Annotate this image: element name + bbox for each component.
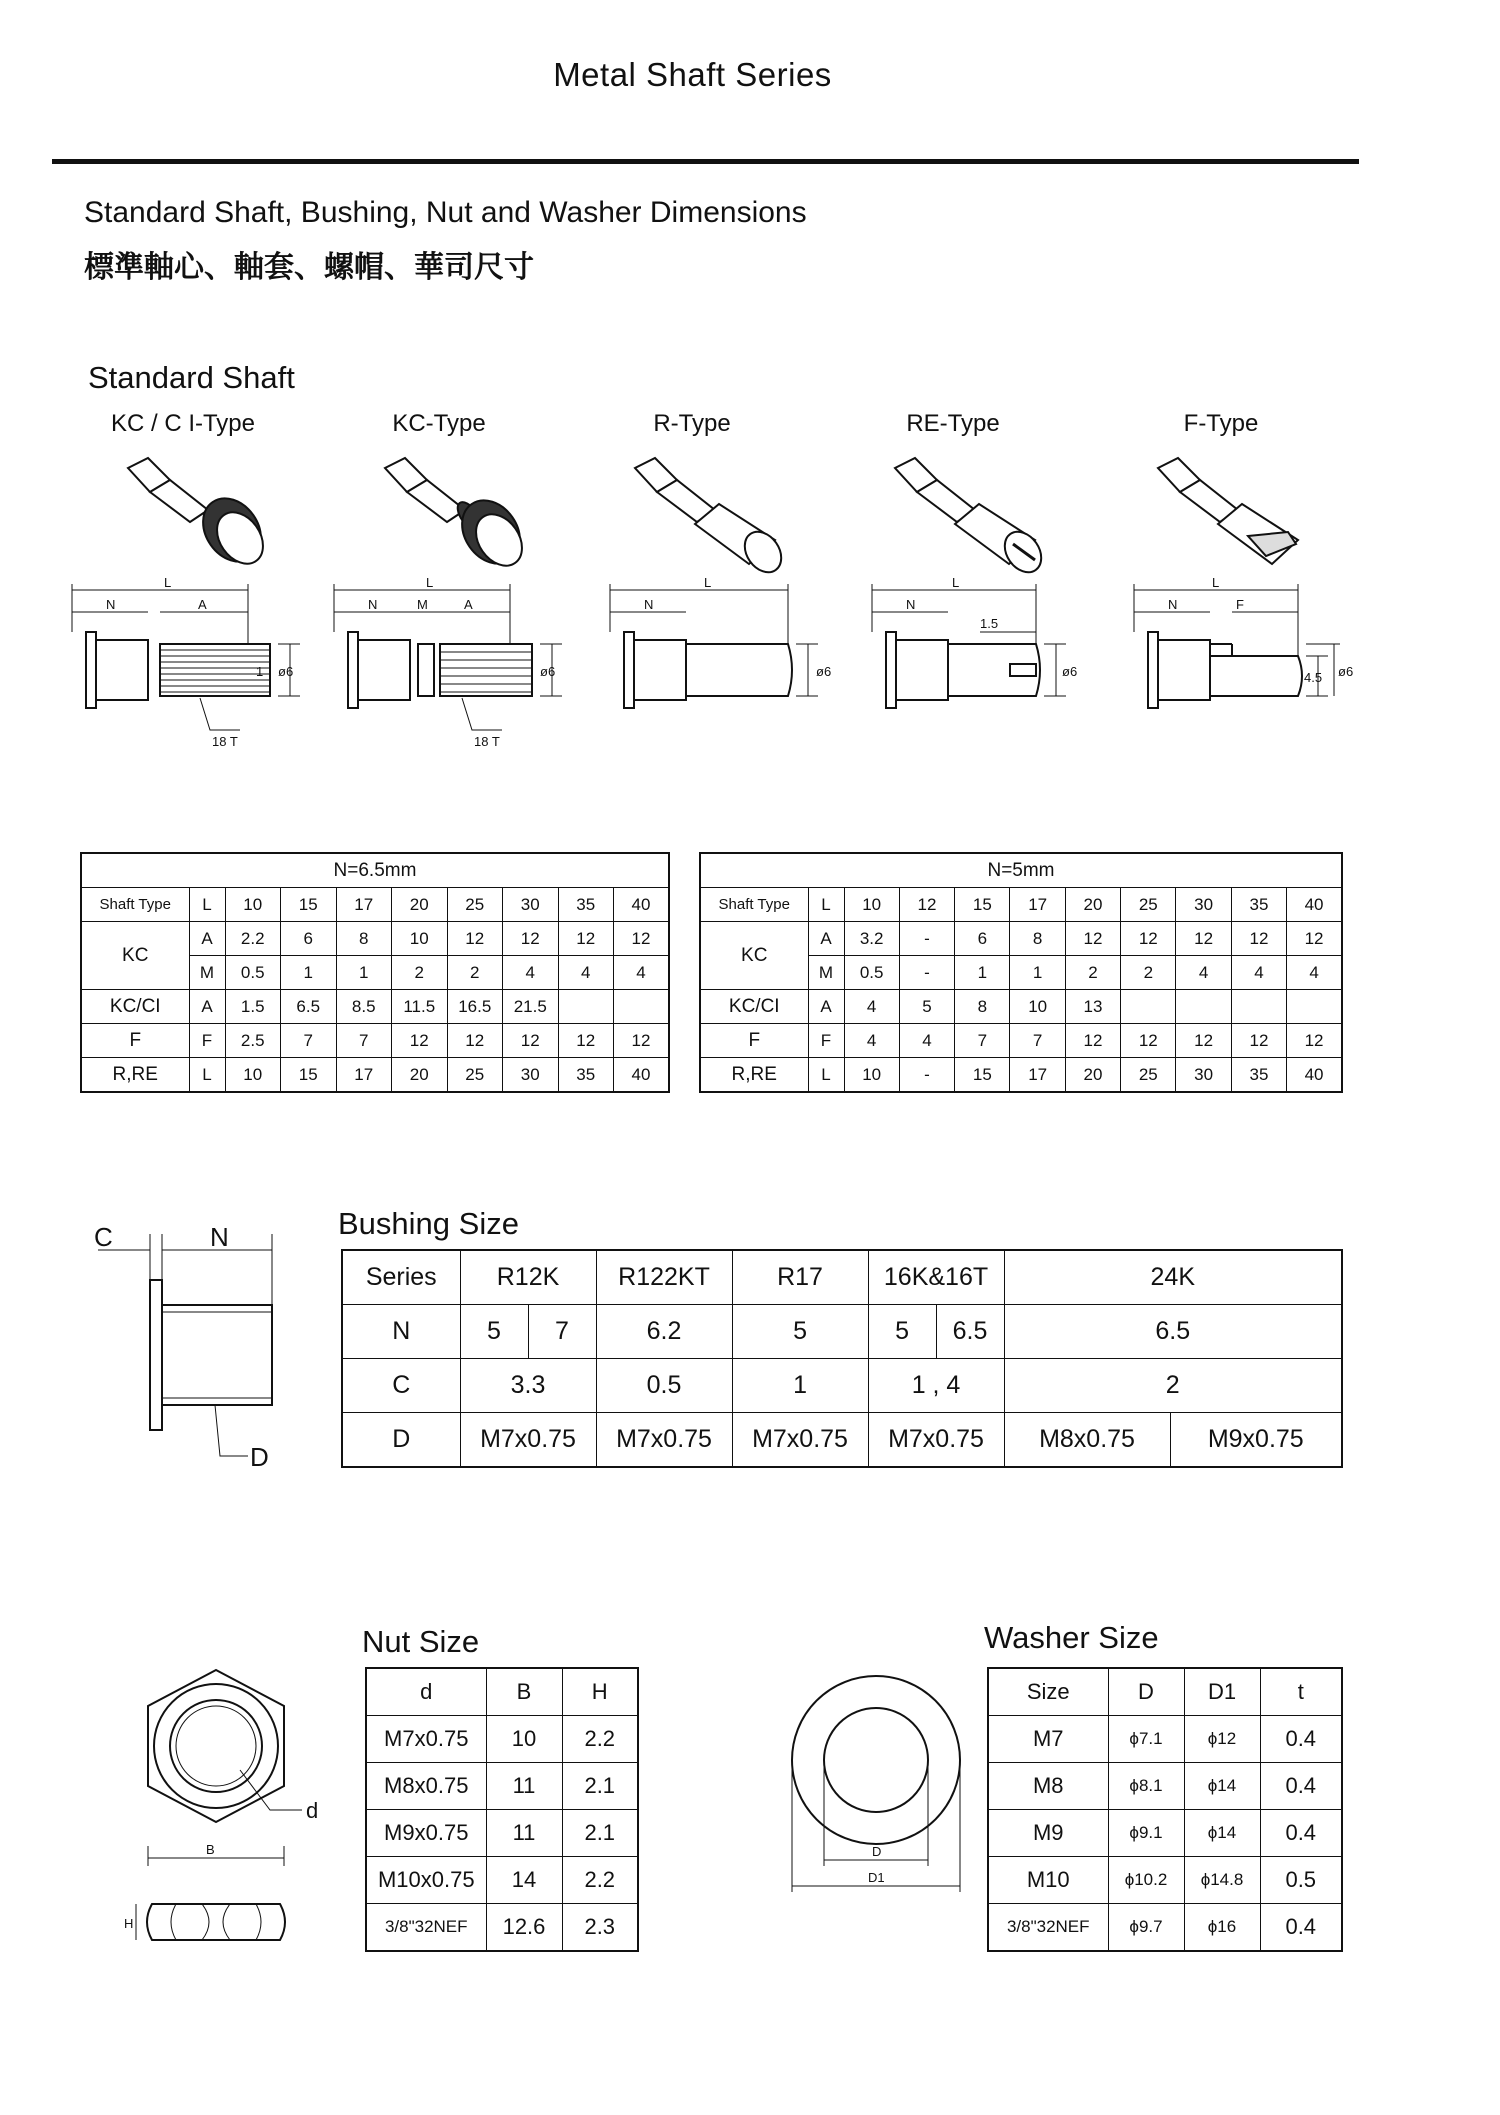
table-cell: M10 bbox=[988, 1857, 1108, 1904]
table-header-row bbox=[700, 888, 1342, 922]
table-cell: 0.5 bbox=[225, 956, 281, 990]
table-row bbox=[81, 1024, 669, 1058]
table-cell: 10 bbox=[392, 922, 448, 956]
table-cell: 1 bbox=[281, 956, 337, 990]
shaft-drawing-r bbox=[610, 584, 818, 708]
table-cell: 12 bbox=[558, 1024, 614, 1058]
table-cell: M7x0.75 bbox=[366, 1716, 486, 1763]
table-cell: 8 bbox=[336, 922, 392, 956]
table-cell: 11.5 bbox=[392, 990, 448, 1024]
table-caption: N=6.5mm bbox=[81, 853, 669, 888]
table-cell: 30 bbox=[1176, 1058, 1231, 1093]
table-cell: 6 bbox=[281, 922, 337, 956]
table-cell: 3.3 bbox=[460, 1359, 596, 1413]
table-header-cell: Size bbox=[988, 1668, 1108, 1716]
shaft-type-label-kcci: KC / C I-Type bbox=[110, 410, 256, 437]
table-cell: 12 bbox=[503, 922, 559, 956]
table-cell: M7 bbox=[988, 1716, 1108, 1763]
table-header-cell: 25 bbox=[447, 888, 503, 922]
table-cell bbox=[1121, 990, 1176, 1024]
dim-label-f-5: F bbox=[1236, 597, 1244, 612]
table-header-cell: 17 bbox=[336, 888, 392, 922]
table-cell: 35 bbox=[558, 1058, 614, 1093]
table-row bbox=[988, 1904, 1342, 1952]
table-cell: M7x0.75 bbox=[460, 1413, 596, 1468]
table-header-cell: 35 bbox=[1231, 888, 1286, 922]
table-cell: 11 bbox=[486, 1763, 562, 1810]
table-cell: M10x0.75 bbox=[366, 1857, 486, 1904]
table-cell: 0.4 bbox=[1260, 1763, 1342, 1810]
table-cell: 6.2 bbox=[596, 1305, 732, 1359]
table-cell: 4 bbox=[503, 956, 559, 990]
dim-label-d6-3: ø6 bbox=[816, 664, 832, 679]
table-cell: 12 bbox=[447, 1024, 503, 1058]
table-cell: 5 bbox=[732, 1305, 868, 1359]
nut-table bbox=[365, 1667, 639, 1952]
dim-label-n-1: N bbox=[106, 597, 116, 612]
table-cell: ϕ12 bbox=[1184, 1716, 1260, 1763]
table-header-cell: R122KT bbox=[596, 1250, 732, 1305]
table-cell: 16.5 bbox=[447, 990, 503, 1024]
bushing-drawing bbox=[80, 1220, 300, 1480]
table-cell: KC/CI bbox=[700, 990, 808, 1024]
table-header-cell: 17 bbox=[1010, 888, 1065, 922]
shaft-drawings bbox=[60, 570, 1360, 750]
bushing-label-n: N bbox=[210, 1222, 229, 1252]
dim-label-18t-2: 18 T bbox=[474, 734, 500, 749]
table-row bbox=[366, 1810, 638, 1857]
table-cell: 0.5 bbox=[844, 956, 899, 990]
shaft-type-label-kc: KC-Type bbox=[392, 410, 486, 437]
table-cell: M7x0.75 bbox=[868, 1413, 1004, 1468]
table-header-row bbox=[342, 1250, 1342, 1305]
table-cell: A bbox=[808, 922, 844, 956]
table-header-cell: 16K&16T bbox=[868, 1250, 1004, 1305]
table-cell: 0.4 bbox=[1260, 1716, 1342, 1763]
shaft-illustration-re bbox=[895, 458, 1049, 575]
table-cell: 6.5 bbox=[1004, 1305, 1342, 1359]
table-cell: 1 bbox=[732, 1359, 868, 1413]
table-header-cell: Series bbox=[342, 1250, 460, 1305]
table-header-cell: 15 bbox=[281, 888, 337, 922]
table-cell: 40 bbox=[614, 1058, 670, 1093]
bushing-table bbox=[341, 1249, 1343, 1468]
table-cell: 2.1 bbox=[562, 1763, 638, 1810]
nut-label-d: d bbox=[306, 1798, 319, 1823]
table-cell: 8 bbox=[1010, 922, 1065, 956]
table-row bbox=[988, 1763, 1342, 1810]
table-row bbox=[988, 1857, 1342, 1904]
table-cell: ϕ9.7 bbox=[1108, 1904, 1184, 1952]
table-cell: 7 bbox=[955, 1024, 1010, 1058]
table-cell: 25 bbox=[447, 1058, 503, 1093]
table-header-cell: D1 bbox=[1184, 1668, 1260, 1716]
table-row bbox=[700, 922, 1342, 956]
table-cell: 17 bbox=[1010, 1058, 1065, 1093]
dim-label-a-2: A bbox=[464, 597, 473, 612]
table-cell: 12 bbox=[1176, 922, 1231, 956]
washer-label-d1: D1 bbox=[868, 1870, 885, 1885]
shaft-table-n5 bbox=[699, 852, 1343, 1093]
table-row bbox=[700, 1024, 1342, 1058]
table-cell: 4 bbox=[558, 956, 614, 990]
dim-label-1-1: 1 bbox=[256, 664, 264, 679]
table-cell: M7x0.75 bbox=[596, 1413, 732, 1468]
table-cell: 25 bbox=[1121, 1058, 1176, 1093]
table-cell: 2.2 bbox=[225, 922, 281, 956]
table-cell: D bbox=[342, 1413, 460, 1468]
table-header-cell: 15 bbox=[955, 888, 1010, 922]
shaft-drawing-re bbox=[872, 584, 1066, 708]
shaft-table-n65 bbox=[80, 852, 670, 1093]
table-cell: 12 bbox=[392, 1024, 448, 1058]
table-cell: 4 bbox=[844, 990, 899, 1024]
dim-label-l-2: L bbox=[426, 575, 434, 590]
table-cell bbox=[1287, 990, 1342, 1024]
table-cell: 7 bbox=[1010, 1024, 1065, 1058]
table-cell: 17 bbox=[336, 1058, 392, 1093]
table-cell: 3/8"32NEF bbox=[988, 1904, 1108, 1952]
table-cell: 12 bbox=[1287, 922, 1342, 956]
table-cell: KC/CI bbox=[81, 990, 189, 1024]
table-header-row bbox=[366, 1668, 638, 1716]
table-cell: 0.4 bbox=[1260, 1810, 1342, 1857]
dim-label-l-1: L bbox=[164, 575, 172, 590]
table-cell: 12 bbox=[558, 922, 614, 956]
table-header-cell: 10 bbox=[225, 888, 281, 922]
table-header-cell: 10 bbox=[844, 888, 899, 922]
table-cell: M bbox=[808, 956, 844, 990]
table-cell: L bbox=[808, 1058, 844, 1093]
table-cell: 10 bbox=[486, 1716, 562, 1763]
table-row bbox=[366, 1857, 638, 1904]
table-cell: 21.5 bbox=[503, 990, 559, 1024]
table-cell: 8.5 bbox=[336, 990, 392, 1024]
table-cell: ϕ14 bbox=[1184, 1810, 1260, 1857]
table-cell: N bbox=[342, 1305, 460, 1359]
table-header-cell: Shaft Type bbox=[81, 888, 189, 922]
table-cell: M8x0.75 bbox=[1004, 1413, 1170, 1468]
table-header-cell: 20 bbox=[1065, 888, 1120, 922]
table-cell: ϕ16 bbox=[1184, 1904, 1260, 1952]
table-header-cell: D bbox=[1108, 1668, 1184, 1716]
table-cell: 5 bbox=[899, 990, 954, 1024]
table-cell: 0.5 bbox=[596, 1359, 732, 1413]
table-cell: 14 bbox=[486, 1857, 562, 1904]
table-cell: 0.5 bbox=[1260, 1857, 1342, 1904]
table-header-cell: 40 bbox=[1287, 888, 1342, 922]
section-heading-zh: 標準軸心、軸套、螺帽、華司尺寸 bbox=[84, 251, 534, 284]
table-row bbox=[81, 990, 669, 1024]
table-cell bbox=[1231, 990, 1286, 1024]
dim-label-n-2: N bbox=[368, 597, 378, 612]
bushing-label-c: C bbox=[94, 1222, 113, 1252]
table-cell: 12 bbox=[1065, 922, 1120, 956]
table-cell: 2 bbox=[1121, 956, 1176, 990]
nut-title: Nut Size bbox=[362, 1624, 480, 1659]
table-cell: ϕ14 bbox=[1184, 1763, 1260, 1810]
table-cell: 10 bbox=[225, 1058, 281, 1093]
dim-label-45-5: 4.5 bbox=[1304, 670, 1323, 685]
table-header-cell: 24K bbox=[1004, 1250, 1342, 1305]
bushing-label-d: D bbox=[250, 1442, 269, 1472]
table-cell: M8 bbox=[988, 1763, 1108, 1810]
table-cell: - bbox=[899, 922, 954, 956]
table-cell: 4 bbox=[614, 956, 670, 990]
table-cell: 4 bbox=[1231, 956, 1286, 990]
table-cell: 12 bbox=[1287, 1024, 1342, 1058]
table-cell: 12 bbox=[1121, 1024, 1176, 1058]
table-header-cell: d bbox=[366, 1668, 486, 1716]
table-cell: 12 bbox=[614, 922, 670, 956]
table-cell: ϕ7.1 bbox=[1108, 1716, 1184, 1763]
table-cell: 12 bbox=[503, 1024, 559, 1058]
dim-label-l-5: L bbox=[1212, 575, 1220, 590]
dim-label-l-4: L bbox=[952, 575, 960, 590]
table-cell: 6 bbox=[955, 922, 1010, 956]
table-cell: 40 bbox=[1287, 1058, 1342, 1093]
table-cell: 2.3 bbox=[562, 1904, 638, 1952]
table-cell: 7 bbox=[281, 1024, 337, 1058]
table-row bbox=[342, 1305, 1342, 1359]
dim-label-n-4: N bbox=[906, 597, 916, 612]
table-cell: 4 bbox=[844, 1024, 899, 1058]
table-header-cell: B bbox=[486, 1668, 562, 1716]
table-cell: KC bbox=[700, 922, 808, 990]
table-cell: R,RE bbox=[700, 1058, 808, 1093]
table-cell: C bbox=[342, 1359, 460, 1413]
table-row bbox=[81, 1058, 669, 1093]
table-header-cell: 25 bbox=[1121, 888, 1176, 922]
table-cell: 8 bbox=[955, 990, 1010, 1024]
dim-label-18t-1: 18 T bbox=[212, 734, 238, 749]
table-cell: 4 bbox=[899, 1024, 954, 1058]
shaft-illustration-r bbox=[635, 458, 789, 575]
table-cell bbox=[1176, 990, 1231, 1024]
table-header-cell: H bbox=[562, 1668, 638, 1716]
shaft-illustrations bbox=[60, 440, 1360, 575]
table-cell: 7 bbox=[336, 1024, 392, 1058]
table-cell bbox=[558, 990, 614, 1024]
table-cell: M9x0.75 bbox=[366, 1810, 486, 1857]
table-cell: 12.6 bbox=[486, 1904, 562, 1952]
table-header-cell: 20 bbox=[392, 888, 448, 922]
table-row bbox=[988, 1716, 1342, 1763]
dim-label-d6-1: ø6 bbox=[278, 664, 294, 679]
table-cell: F bbox=[81, 1024, 189, 1058]
table-header-cell: 40 bbox=[614, 888, 670, 922]
table-cell: M bbox=[189, 956, 225, 990]
table-cell: 1 bbox=[955, 956, 1010, 990]
table-cell: 13 bbox=[1065, 990, 1120, 1024]
table-cell: M8x0.75 bbox=[366, 1763, 486, 1810]
table-cell: 12 bbox=[1065, 1024, 1120, 1058]
table-cell: 2 bbox=[392, 956, 448, 990]
table-cell: 20 bbox=[1065, 1058, 1120, 1093]
table-cell: 2.2 bbox=[562, 1857, 638, 1904]
table-cell: 12 bbox=[447, 922, 503, 956]
table-cell: ϕ14.8 bbox=[1184, 1857, 1260, 1904]
table-cell: ϕ10.2 bbox=[1108, 1857, 1184, 1904]
table-header-cell: L bbox=[189, 888, 225, 922]
table-cell: M9x0.75 bbox=[1170, 1413, 1342, 1468]
dim-label-d6-2: ø6 bbox=[540, 664, 556, 679]
dim-label-d6-4: ø6 bbox=[1062, 664, 1078, 679]
table-cell: 10 bbox=[1010, 990, 1065, 1024]
table-header-row bbox=[81, 888, 669, 922]
table-cell: F bbox=[700, 1024, 808, 1058]
table-cell: ϕ9.1 bbox=[1108, 1810, 1184, 1857]
nut-drawing bbox=[120, 1650, 350, 1960]
table-cell bbox=[614, 990, 670, 1024]
table-cell: 0.4 bbox=[1260, 1904, 1342, 1952]
table-cell: F bbox=[189, 1024, 225, 1058]
table-row bbox=[342, 1413, 1342, 1468]
table-cell: 20 bbox=[392, 1058, 448, 1093]
table-cell: ϕ8.1 bbox=[1108, 1763, 1184, 1810]
table-cell: 12 bbox=[1176, 1024, 1231, 1058]
table-cell: 12 bbox=[1121, 922, 1176, 956]
table-header-cell: R17 bbox=[732, 1250, 868, 1305]
nut-label-b: B bbox=[206, 1842, 215, 1857]
table-cell: 10 bbox=[844, 1058, 899, 1093]
table-header-cell: L bbox=[808, 888, 844, 922]
table-header-cell: 30 bbox=[503, 888, 559, 922]
dim-label-n-5: N bbox=[1168, 597, 1178, 612]
shaft-illustration-kcci bbox=[128, 458, 273, 573]
table-cell: 12 bbox=[614, 1024, 670, 1058]
washer-drawing bbox=[780, 1670, 980, 1910]
page-title: Metal Shaft Series bbox=[553, 56, 832, 93]
table-cell: 2 bbox=[447, 956, 503, 990]
table-cell: 7 bbox=[528, 1305, 596, 1359]
table-cell: A bbox=[189, 922, 225, 956]
table-cell: R,RE bbox=[81, 1058, 189, 1093]
table-cell: 11 bbox=[486, 1810, 562, 1857]
table-cell: 6.5 bbox=[281, 990, 337, 1024]
table-cell: 15 bbox=[955, 1058, 1010, 1093]
table-cell: 35 bbox=[1231, 1058, 1286, 1093]
table-cell: 15 bbox=[281, 1058, 337, 1093]
shaft-illustration-kc bbox=[385, 458, 532, 575]
table-cell: M7x0.75 bbox=[732, 1413, 868, 1468]
dim-label-d6-5: ø6 bbox=[1338, 664, 1354, 679]
table-cell: - bbox=[899, 1058, 954, 1093]
table-row bbox=[366, 1763, 638, 1810]
table-cell: 3/8"32NEF bbox=[366, 1904, 486, 1952]
table-header-cell: 35 bbox=[558, 888, 614, 922]
table-header-row bbox=[988, 1668, 1342, 1716]
table-cell: 30 bbox=[503, 1058, 559, 1093]
table-cell: A bbox=[189, 990, 225, 1024]
table-row bbox=[700, 1058, 1342, 1093]
dim-label-m-2: M bbox=[417, 597, 428, 612]
dim-label-n-3: N bbox=[644, 597, 654, 612]
table-header-cell: 12 bbox=[899, 888, 954, 922]
table-cell: 12 bbox=[1231, 1024, 1286, 1058]
table-row bbox=[700, 990, 1342, 1024]
shaft-type-label-re: RE-Type bbox=[906, 410, 1000, 437]
table-caption: N=5mm bbox=[700, 853, 1342, 888]
table-cell: KC bbox=[81, 922, 189, 990]
table-cell: 4 bbox=[1287, 956, 1342, 990]
dim-label-15-4: 1.5 bbox=[980, 616, 999, 631]
table-cell: 2.1 bbox=[562, 1810, 638, 1857]
table-cell: 2.5 bbox=[225, 1024, 281, 1058]
dim-label-l-3: L bbox=[704, 575, 712, 590]
table-cell: 1 bbox=[1010, 956, 1065, 990]
nut-label-h: H bbox=[124, 1916, 134, 1931]
washer-title: Washer Size bbox=[984, 1620, 1159, 1655]
table-cell: 5 bbox=[868, 1305, 936, 1359]
header-divider bbox=[52, 159, 1359, 164]
table-cell: M9 bbox=[988, 1810, 1108, 1857]
table-cell: F bbox=[808, 1024, 844, 1058]
table-cell: 6.5 bbox=[936, 1305, 1004, 1359]
table-cell: 1 , 4 bbox=[868, 1359, 1004, 1413]
table-cell: 2 bbox=[1065, 956, 1120, 990]
table-cell: A bbox=[808, 990, 844, 1024]
shaft-type-label-r: R-Type bbox=[653, 410, 731, 437]
standard-shaft-title: Standard Shaft bbox=[88, 360, 295, 395]
table-cell: 4 bbox=[1176, 956, 1231, 990]
washer-table bbox=[987, 1667, 1343, 1952]
table-cell: 5 bbox=[460, 1305, 528, 1359]
table-row bbox=[988, 1810, 1342, 1857]
table-cell: 12 bbox=[1231, 922, 1286, 956]
table-row bbox=[366, 1904, 638, 1952]
dim-label-a-1: A bbox=[198, 597, 207, 612]
table-cell: - bbox=[899, 956, 954, 990]
table-row bbox=[366, 1716, 638, 1763]
table-row bbox=[342, 1359, 1342, 1413]
table-header-cell: Shaft Type bbox=[700, 888, 808, 922]
table-cell: 1.5 bbox=[225, 990, 281, 1024]
section-heading-en: Standard Shaft, Bushing, Nut and Washer Dimensions bbox=[84, 196, 807, 229]
table-row bbox=[81, 922, 669, 956]
table-cell: L bbox=[189, 1058, 225, 1093]
table-header-cell: R12K bbox=[460, 1250, 596, 1305]
table-cell: 2 bbox=[1004, 1359, 1342, 1413]
bushing-title: Bushing Size bbox=[338, 1206, 519, 1241]
table-header-cell: t bbox=[1260, 1668, 1342, 1716]
table-cell: 1 bbox=[336, 956, 392, 990]
shaft-illustration-f bbox=[1158, 458, 1298, 564]
washer-label-d: D bbox=[872, 1844, 882, 1859]
shaft-type-label-f: F-Type bbox=[1183, 410, 1259, 437]
table-header-cell: 30 bbox=[1176, 888, 1231, 922]
table-cell: 2.2 bbox=[562, 1716, 638, 1763]
table-cell: 3.2 bbox=[844, 922, 899, 956]
